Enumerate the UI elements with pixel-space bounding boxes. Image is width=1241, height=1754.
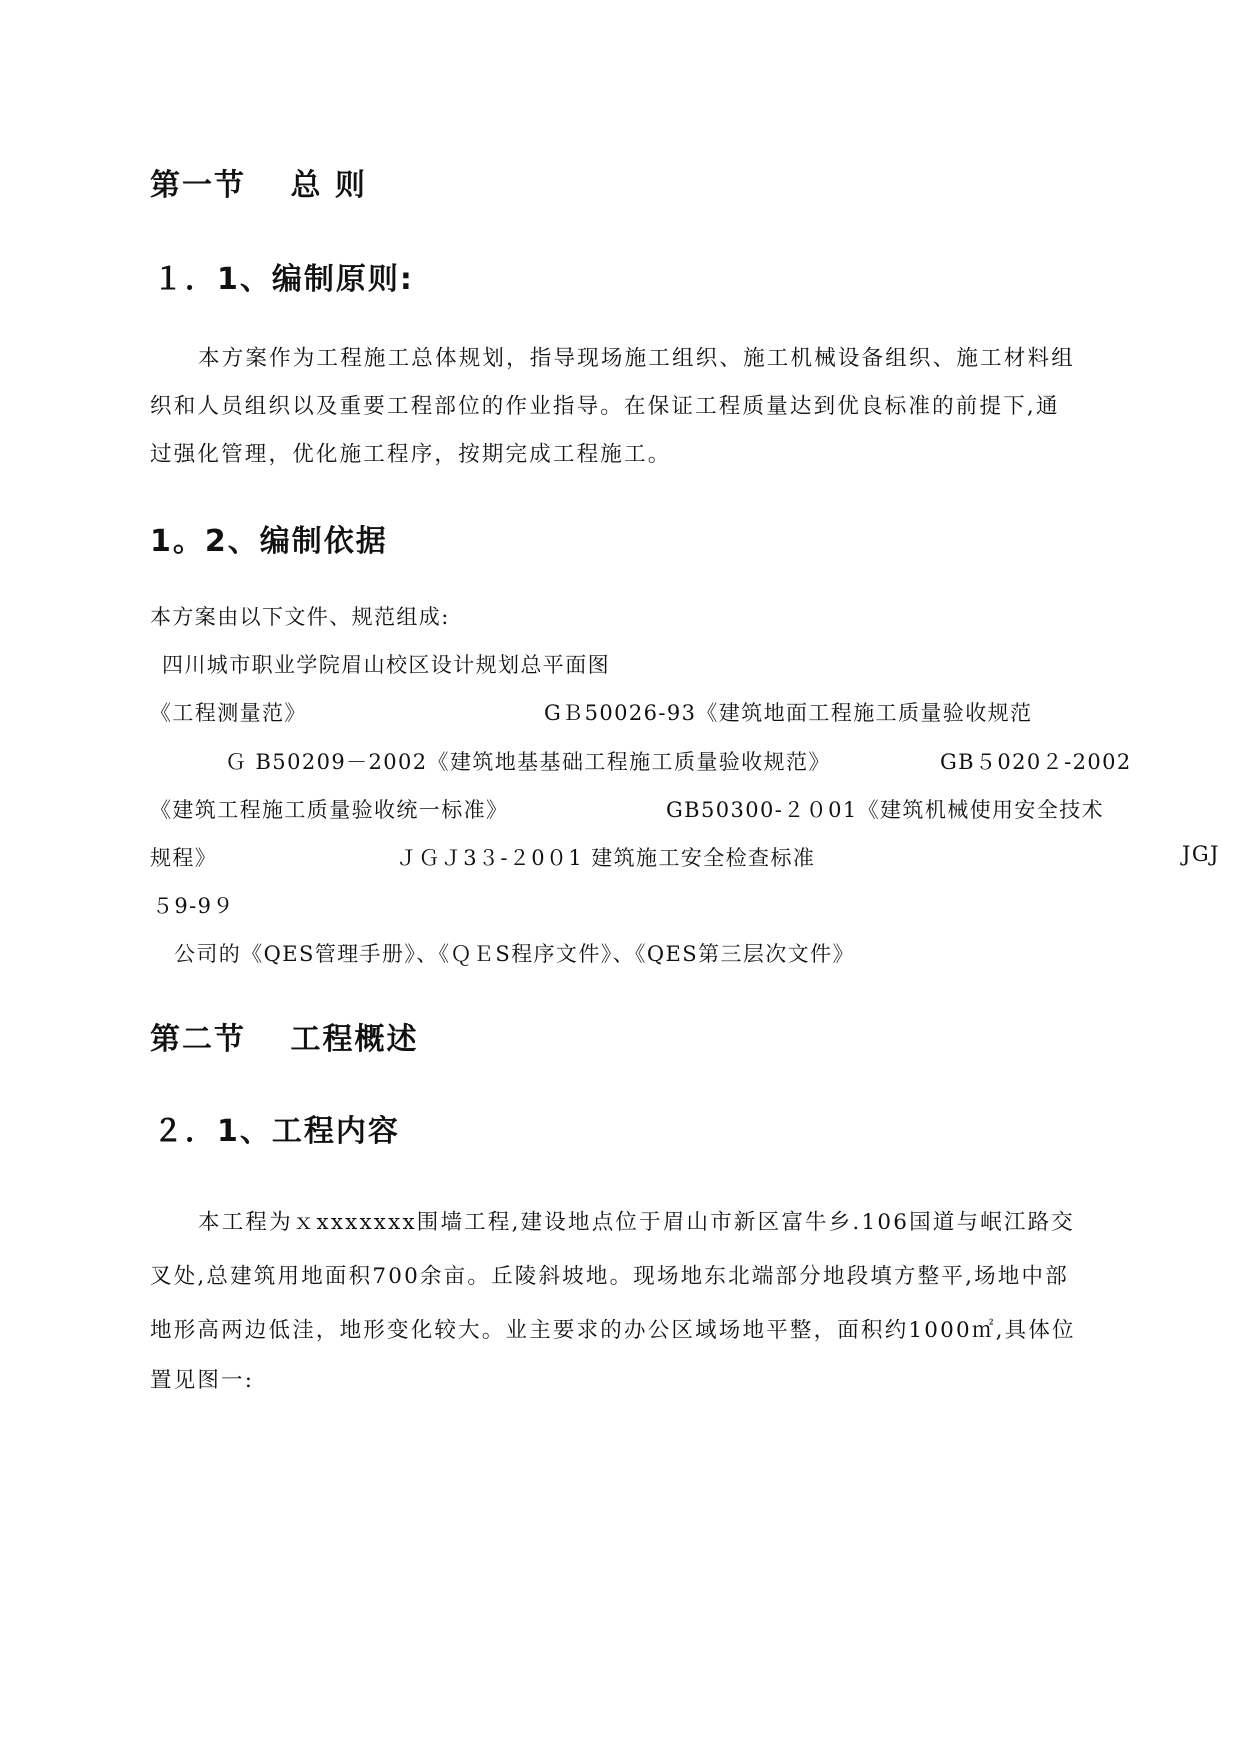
section-2-heading: 第二节 工程概述 bbox=[150, 1022, 419, 1057]
content-paragraph-line-1: 本工程为ｘxxxxxxx围墙工程,建设地点位于眉山市新区富牛乡.106国道与岷江路交 bbox=[198, 1210, 1075, 1235]
standard-jgj33: ＪＧＪ3３-２0０1 建筑施工安全检查标准 bbox=[396, 846, 816, 870]
standard-survey: 《工程测量范》 bbox=[150, 701, 307, 725]
standard-jgj59: ５9-9９ bbox=[152, 894, 235, 918]
subsection-2-1-heading: ２．1、工程内容 bbox=[153, 1114, 400, 1149]
standard-acceptance-unified: 《建筑工程施工质量验收统一标准》 bbox=[150, 798, 509, 822]
subsection-1-1-heading: １．1、编制原则: bbox=[153, 262, 414, 297]
standard-rules-end: 规程》 bbox=[150, 846, 218, 870]
principle-paragraph-line-2: 织和人员组织以及重要工程部位的作业指导。在保证工程质量达到优良标准的前提下,通 bbox=[150, 394, 1060, 419]
principle-paragraph-line-3: 过强化管理，优化施工程序，按期完成工程施工。 bbox=[150, 442, 672, 467]
basis-plan-drawing: 四川城市职业学院眉山校区设计规划总平面图 bbox=[162, 653, 610, 677]
standard-gb50202: GB５020２-2002 bbox=[940, 750, 1132, 774]
content-paragraph-line-3: 地形高两边低洼，地形变化较大。业主要求的办公区域场地平整，面积约1000㎡,具体位 bbox=[150, 1318, 1076, 1343]
content-paragraph-line-2: 叉处,总建筑用地面积700余亩。丘陵斜坡地。现场地东北端部分地段填方整平,场地中部 bbox=[150, 1264, 1069, 1289]
subsection-1-2-heading: 1。2、编制依据 bbox=[150, 524, 388, 559]
standard-jgj-prefix: JGJ bbox=[1182, 842, 1220, 866]
basis-intro: 本方案由以下文件、规范组成: bbox=[150, 605, 450, 629]
content-paragraph-line-4: 置见图一: bbox=[150, 1368, 255, 1393]
standard-gb50026: GＢ50026-93《建筑地面工程施工质量验收规范 bbox=[544, 701, 1033, 725]
standard-gb50209: Ｇ B50209－2002《建筑地基基础工程施工质量验收规范》 bbox=[225, 750, 831, 774]
section-1-heading: 第一节 总 则 bbox=[150, 168, 367, 203]
basis-company-documents: 公司的《QES管理手册》、《ＱＥS程序文件》、《QES第三层次文件》 bbox=[174, 942, 855, 966]
principle-paragraph-line-1: 本方案作为工程施工总体规划，指导现场施工组织、施工机械设备组织、施工材料组 bbox=[198, 346, 1075, 371]
standard-gb50300: GB50300-２０01《建筑机械使用安全技术 bbox=[666, 798, 1105, 822]
